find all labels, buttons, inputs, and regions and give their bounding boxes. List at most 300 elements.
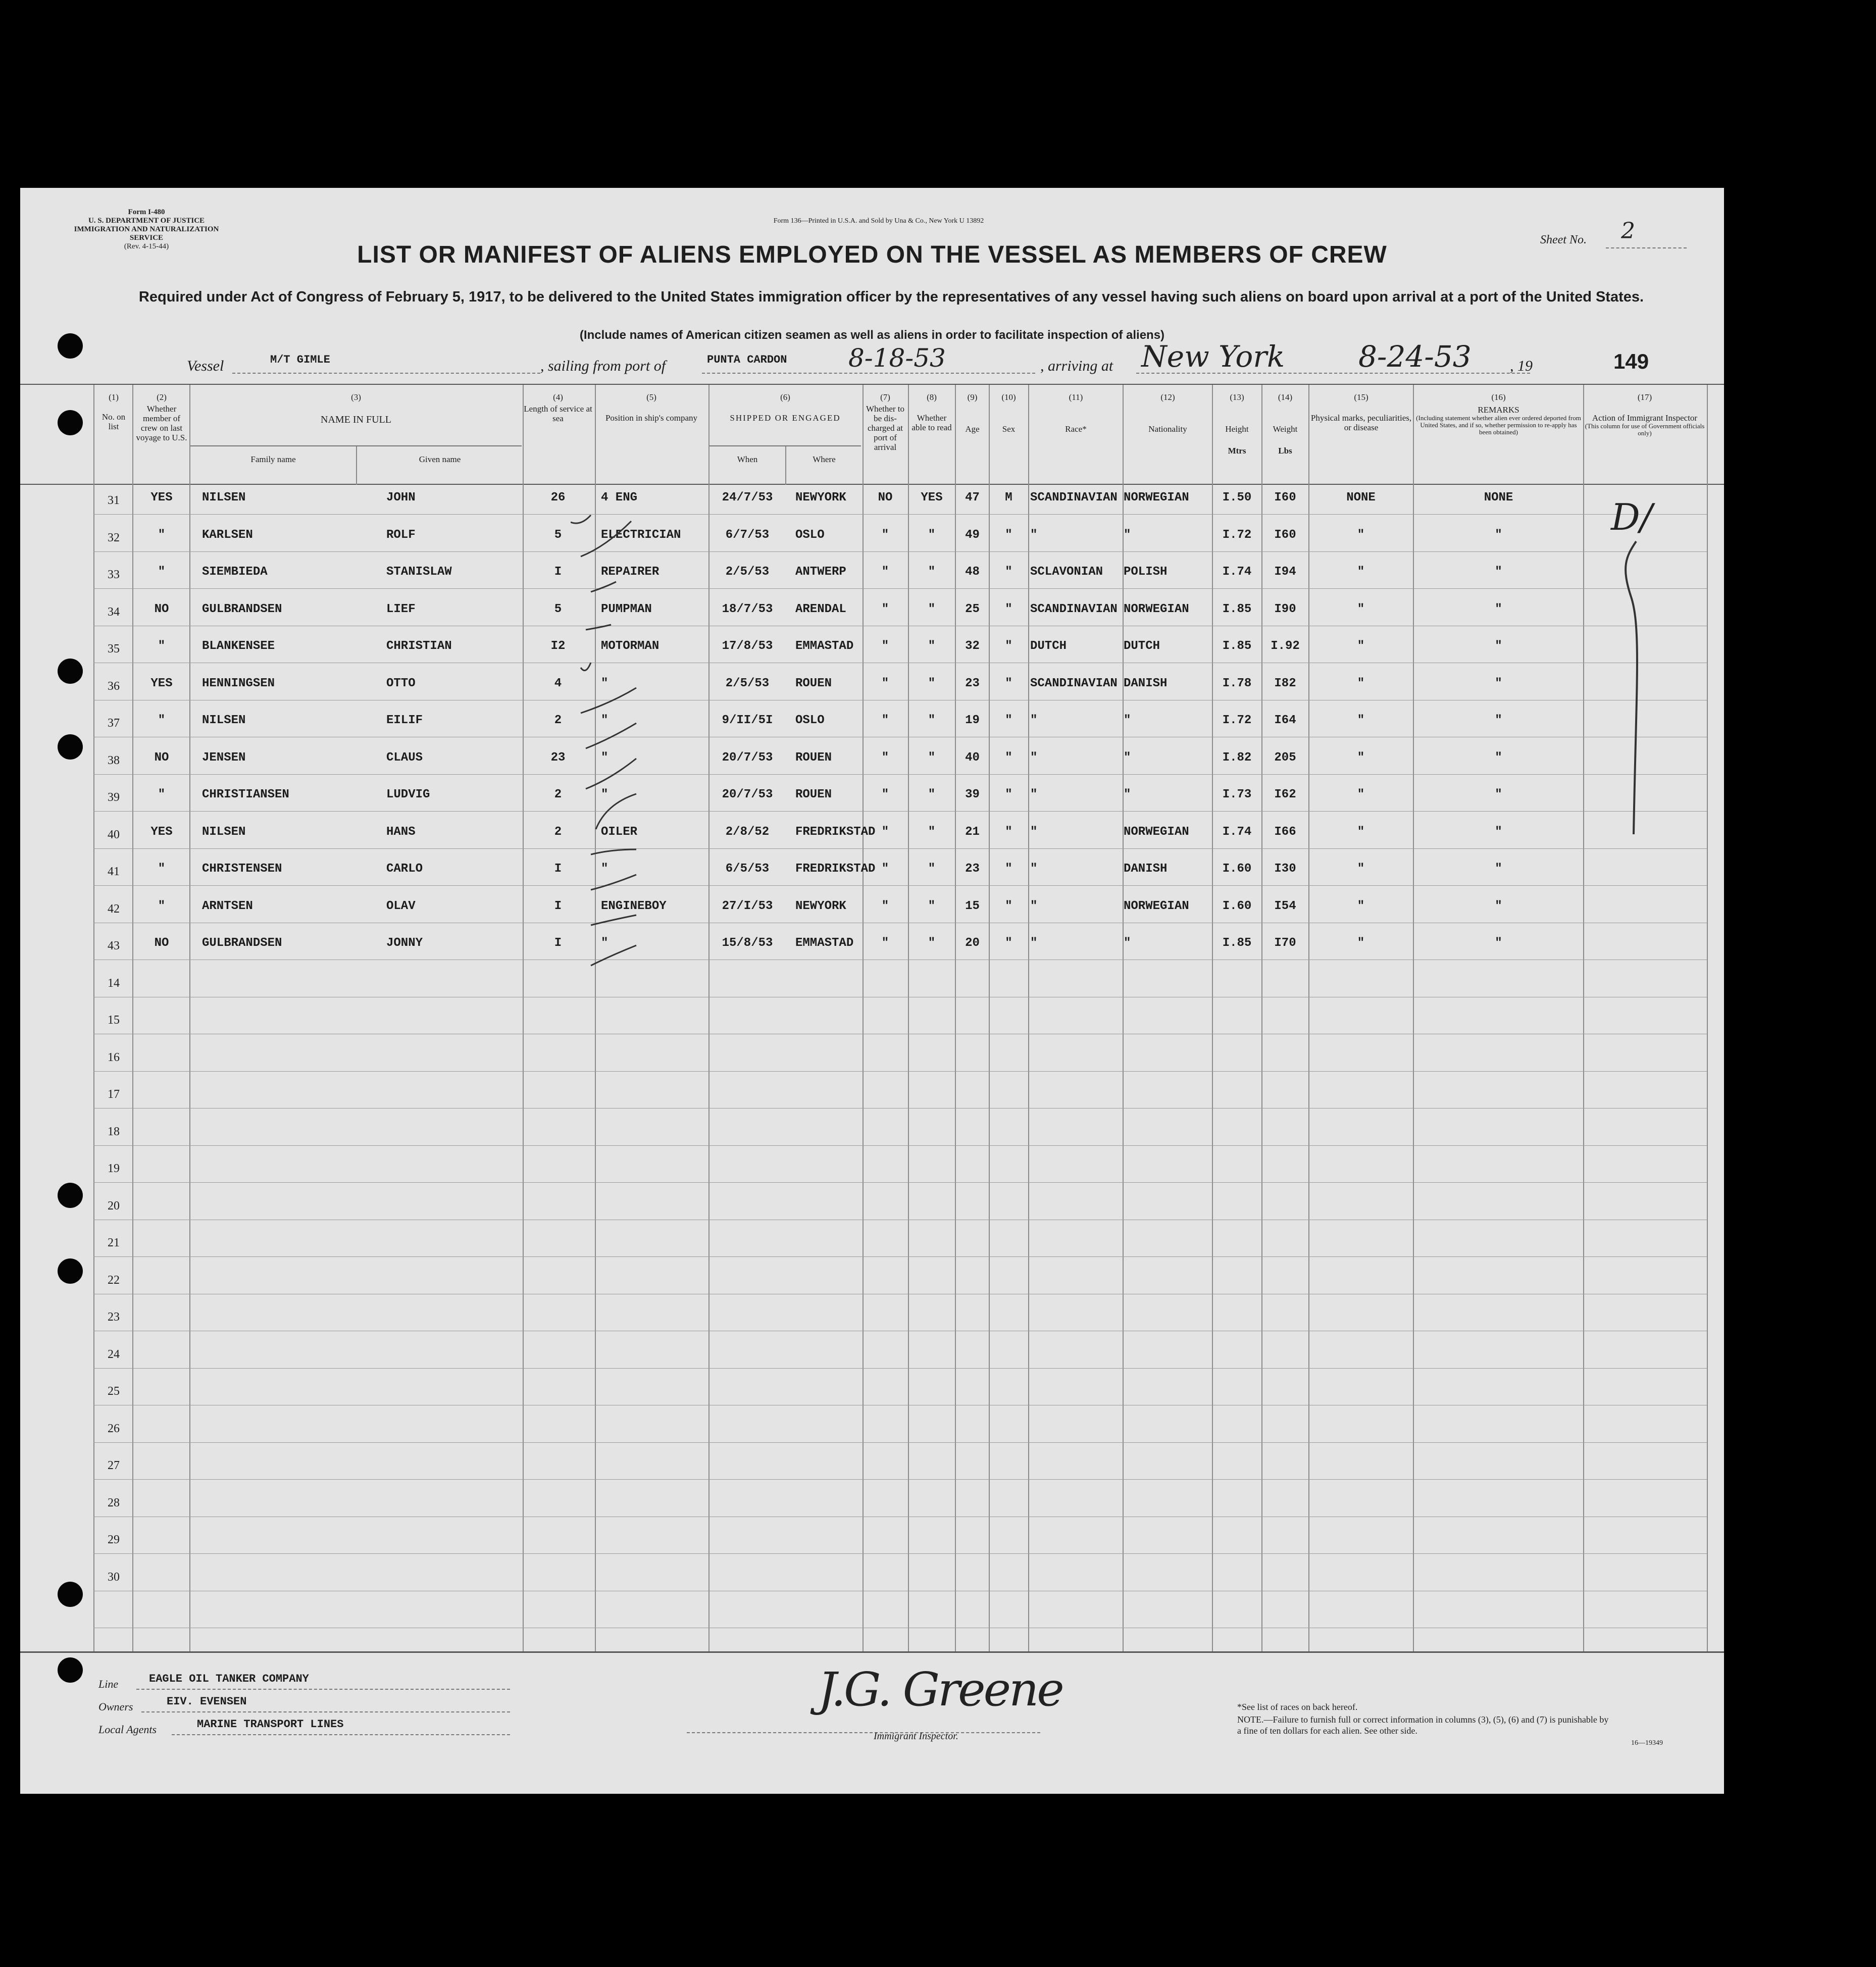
header-bottom-rule — [20, 484, 1724, 485]
row-rule — [93, 1553, 1707, 1554]
row-rule — [93, 885, 1707, 886]
col-3-header — [190, 392, 522, 425]
cell-read: " — [928, 528, 936, 542]
cell-age: 23 — [965, 862, 980, 876]
col-5-header — [596, 392, 707, 423]
column-rule — [93, 385, 94, 1651]
cell-race: " — [1030, 862, 1038, 876]
cell-height: I.72 — [1222, 714, 1252, 727]
cell-disch: " — [881, 899, 889, 913]
cell-read: YES — [921, 491, 943, 505]
empty-row-number: 26 — [108, 1422, 120, 1435]
cell-race: " — [1030, 788, 1038, 801]
cell-age: 19 — [965, 714, 980, 727]
cell-nationality: " — [1124, 936, 1131, 950]
row-rule — [93, 588, 1707, 589]
cell-age: 21 — [965, 825, 980, 839]
punch-hole — [58, 1657, 83, 1683]
cell-family: NILSEN — [202, 825, 246, 839]
cell-weight: I54 — [1274, 899, 1296, 913]
cell-given: JOHN — [386, 491, 416, 505]
cell-given: HANS — [386, 825, 416, 839]
cell-marks: " — [1357, 825, 1365, 839]
cell-prev: " — [158, 788, 166, 801]
cell-sex: " — [1005, 862, 1012, 876]
col-15-num: (15) — [1354, 392, 1368, 402]
col-9-header — [956, 392, 989, 434]
cell-age: 23 — [965, 677, 980, 690]
owners-underline — [141, 1711, 510, 1712]
vessel-name: M/T GIMLE — [270, 354, 330, 366]
col-8-header — [909, 392, 954, 432]
cell-height: I.85 — [1222, 639, 1252, 653]
cell-nationality: DANISH — [1124, 862, 1168, 876]
col-16-header — [1414, 392, 1583, 436]
cell-remarks: " — [1495, 936, 1502, 950]
row-number: 34 — [108, 606, 120, 619]
row-number: 36 — [108, 680, 120, 693]
col-13-num: (13) — [1230, 392, 1244, 402]
cell-when: 6/5/53 — [725, 862, 770, 876]
penalty-note: NOTE.—Failure to furnish full or correct information in columns (3), (5), (6) and (7) is punishable by a fine of ten dollars for each alien. See other side. — [1237, 1714, 1609, 1736]
col-1-header — [96, 392, 131, 431]
cell-remarks: " — [1495, 714, 1502, 727]
shipped-split-rule — [785, 446, 786, 485]
cell-weight: I60 — [1274, 528, 1296, 542]
empty-row-number: 29 — [108, 1533, 120, 1546]
col-7-header — [863, 392, 908, 452]
col-3-num: (3) — [351, 392, 361, 402]
cell-read: " — [928, 565, 936, 579]
row-number: 37 — [108, 717, 120, 730]
revision: (Rev. 4-15-44) — [124, 242, 169, 250]
cell-position: PUMPMAN — [601, 602, 652, 616]
row-rule — [93, 848, 1707, 849]
cell-marks: " — [1357, 899, 1365, 913]
cell-given: CARLO — [386, 862, 423, 876]
family-name-header: Family name — [250, 455, 296, 464]
col-1-num: (1) — [109, 392, 119, 402]
cell-given: STANISLAW — [386, 565, 452, 579]
cell-height: I.85 — [1222, 602, 1252, 616]
cell-nationality: NORWEGIAN — [1124, 602, 1189, 616]
port-underline — [702, 373, 1035, 374]
empty-row-number: 22 — [108, 1274, 120, 1287]
cell-where: ARENDAL — [795, 602, 846, 616]
cell-remarks: " — [1495, 862, 1502, 876]
cell-height: I.74 — [1222, 825, 1252, 839]
col-5-label: Position in ship's company — [605, 413, 698, 423]
col-7-num: (7) — [880, 392, 890, 402]
cell-height: I.85 — [1222, 936, 1252, 950]
cell-family: NILSEN — [202, 491, 246, 505]
form-code: 16—19349 — [1631, 1739, 1663, 1747]
cell-marks: " — [1357, 714, 1365, 727]
col-14-label: Weight — [1273, 424, 1298, 434]
empty-row-number: 21 — [108, 1236, 120, 1249]
cell-given: JONNY — [386, 936, 423, 950]
arrival-date: 8-24-53 — [1358, 339, 1472, 374]
column-rule — [1583, 385, 1584, 1651]
col-1-label: No. on list — [102, 412, 126, 431]
empty-row-number: 15 — [108, 1014, 120, 1027]
col-12-num: (12) — [1160, 392, 1175, 402]
cell-height: I.74 — [1222, 565, 1252, 579]
service-name: IMMIGRATION AND NATURALIZATION SERVICE — [74, 225, 219, 242]
col-5-num: (5) — [646, 392, 656, 402]
cell-weight: I.92 — [1271, 639, 1300, 653]
cell-family: SIEMBIEDA — [202, 565, 268, 579]
cell-when: 2/8/52 — [725, 825, 770, 839]
cell-service: I — [554, 936, 562, 950]
cell-marks: " — [1357, 936, 1365, 950]
col-13-unit: Mtrs — [1228, 446, 1246, 456]
column-rule — [132, 385, 133, 1651]
cell-service: 2 — [554, 788, 562, 801]
inspector-signature: J.G. Greene — [818, 1662, 1062, 1717]
page-note: (Include names of American citizen seamen as well as aliens in order to facilitate inspection of aliens) — [579, 328, 1165, 342]
cell-read: " — [928, 825, 936, 839]
cell-where: EMMASTAD — [795, 936, 854, 950]
cell-disch: NO — [878, 491, 893, 505]
cell-where: FREDRIKSTAD — [795, 862, 876, 876]
col-13-label: Height — [1225, 424, 1249, 434]
cell-where: ROUEN — [795, 788, 832, 801]
cell-position: " — [601, 862, 609, 876]
cell-position: 4 ENG — [601, 491, 638, 505]
cell-service: I — [554, 862, 562, 876]
cell-position: " — [601, 677, 609, 690]
form-number: Form I-480 — [128, 208, 165, 216]
column-rule — [523, 385, 524, 1651]
cell-weight: I66 — [1274, 825, 1296, 839]
inspector-label: Immigrant Inspector. — [874, 1731, 958, 1742]
cell-sex: " — [1005, 639, 1012, 653]
cell-remarks: " — [1495, 639, 1502, 653]
cell-height: I.78 — [1222, 677, 1252, 690]
col-17-sub: (This column for use of Government officials only) — [1585, 422, 1705, 437]
cell-remarks: " — [1495, 825, 1502, 839]
cell-family: GULBRANDSEN — [202, 936, 282, 950]
cell-nationality: " — [1124, 788, 1131, 801]
punch-hole — [58, 1582, 83, 1607]
cell-family: NILSEN — [202, 714, 246, 727]
cell-service: I — [554, 899, 562, 913]
cell-sex: " — [1005, 528, 1012, 542]
cell-nationality: NORWEGIAN — [1124, 491, 1189, 505]
cell-family: CHRISTIANSEN — [202, 788, 289, 801]
cell-sex: " — [1005, 936, 1012, 950]
cell-remarks: " — [1495, 751, 1502, 765]
cell-race: SCLAVONIAN — [1030, 565, 1103, 579]
cell-height: I.50 — [1222, 491, 1252, 505]
cell-where: OSLO — [795, 714, 825, 727]
cell-nationality: " — [1124, 751, 1131, 765]
where-header: Where — [813, 455, 836, 464]
cell-position: MOTORMAN — [601, 639, 660, 653]
cell-position: REPAIRER — [601, 565, 660, 579]
stamp-number: 149 — [1613, 349, 1649, 373]
col-2-num: (2) — [157, 392, 167, 402]
cell-height: I.60 — [1222, 862, 1252, 876]
cell-family: ARNTSEN — [202, 899, 253, 913]
cell-age: 40 — [965, 751, 980, 765]
vessel-underline — [232, 373, 540, 374]
cell-where: ANTWERP — [795, 565, 846, 579]
cell-sex: " — [1005, 565, 1012, 579]
column-rule — [1028, 385, 1029, 1651]
cell-race: " — [1030, 751, 1038, 765]
cell-marks: " — [1357, 528, 1365, 542]
cell-service: 5 — [554, 602, 562, 616]
cell-service: I2 — [550, 639, 566, 653]
cell-sex: " — [1005, 751, 1012, 765]
cell-nationality: NORWEGIAN — [1124, 899, 1189, 913]
cell-service: 2 — [554, 825, 562, 839]
cell-nationality: DANISH — [1124, 677, 1168, 690]
col-10-num: (10) — [1001, 392, 1016, 402]
cell-family: CHRISTENSEN — [202, 862, 282, 876]
empty-row-number: 19 — [108, 1162, 120, 1175]
cell-race: SCANDINAVIAN — [1030, 491, 1118, 505]
cell-marks: " — [1357, 862, 1365, 876]
cell-sex: " — [1005, 677, 1012, 690]
arriving-label: , arriving at — [1040, 358, 1113, 374]
arrival-underline — [1136, 373, 1530, 374]
col-8-num: (8) — [927, 392, 937, 402]
cell-read: " — [928, 602, 936, 616]
cell-weight: I62 — [1274, 788, 1296, 801]
row-number: 38 — [108, 754, 120, 767]
given-name-header: Given name — [419, 455, 461, 464]
cell-family: HENNINGSEN — [202, 677, 275, 690]
cell-marks: NONE — [1346, 491, 1376, 505]
col-2-header — [134, 392, 189, 442]
cell-read: " — [928, 899, 936, 913]
cell-prev: YES — [150, 825, 173, 839]
cell-given: CLAUS — [386, 751, 423, 765]
empty-row-number: 17 — [108, 1088, 120, 1101]
cell-weight: I90 — [1274, 602, 1296, 616]
cell-prev: NO — [154, 602, 169, 616]
cell-sex: " — [1005, 714, 1012, 727]
row-number: 40 — [108, 828, 120, 841]
inspector-bracket — [1616, 536, 1656, 839]
col-9-label: Age — [965, 424, 980, 434]
row-rule — [93, 811, 1707, 812]
col-14-header — [1262, 392, 1308, 456]
cell-when: 9/II/5I — [722, 714, 773, 727]
cell-service: 2 — [554, 714, 562, 727]
col-10-header — [990, 392, 1028, 434]
cell-position: ENGINEBOY — [601, 899, 667, 913]
row-number: 39 — [108, 791, 120, 804]
punch-hole — [58, 1183, 83, 1208]
col-13-header — [1213, 392, 1261, 456]
sailing-port: PUNTA CARDON — [707, 354, 787, 366]
col-16-sub: (Including statement whether alien ever ordered deported from United States, and if so, whether permission to re-apply has been obtained) — [1416, 414, 1581, 436]
year-label: , 19 — [1510, 358, 1533, 374]
cell-marks: " — [1357, 751, 1365, 765]
sheet-number: 2 — [1621, 218, 1635, 244]
cell-read: " — [928, 936, 936, 950]
cell-given: EILIF — [386, 714, 423, 727]
cell-sex: " — [1005, 825, 1012, 839]
cell-when: 18/7/53 — [722, 602, 773, 616]
cell-marks: " — [1357, 677, 1365, 690]
col-17-header — [1584, 392, 1705, 437]
cell-remarks: " — [1495, 528, 1502, 542]
cell-weight: I30 — [1274, 862, 1296, 876]
cell-age: 39 — [965, 788, 980, 801]
empty-row-number: 25 — [108, 1385, 120, 1398]
cell-read: " — [928, 788, 936, 801]
col-16-label: REMARKS — [1478, 405, 1519, 415]
cell-read: " — [928, 714, 936, 727]
cell-family: GULBRANDSEN — [202, 602, 282, 616]
row-rule — [93, 1479, 1707, 1480]
cell-disch: " — [881, 602, 889, 616]
cell-prev: " — [158, 714, 166, 727]
punch-hole — [58, 659, 83, 684]
owners-label: Owners — [98, 1700, 133, 1713]
cell-where: OSLO — [795, 528, 825, 542]
row-number: 42 — [108, 902, 120, 916]
cell-height: I.73 — [1222, 788, 1252, 801]
cell-height: I.82 — [1222, 751, 1252, 765]
row-number: 31 — [108, 494, 120, 507]
cell-when: 2/5/53 — [725, 677, 770, 690]
col-17-label: Action of Immigrant Inspector — [1592, 413, 1698, 423]
cell-given: ROLF — [386, 528, 416, 542]
cell-marks: " — [1357, 639, 1365, 653]
cell-when: 2/5/53 — [725, 565, 770, 579]
cell-given: OLAV — [386, 899, 416, 913]
row-rule — [93, 1182, 1707, 1183]
cell-race: DUTCH — [1030, 639, 1067, 653]
cell-disch: " — [881, 751, 889, 765]
table-bottom-rule — [20, 1651, 1724, 1653]
col-10-label: Sex — [1002, 424, 1016, 434]
cell-marks: " — [1357, 602, 1365, 616]
check-marks — [571, 501, 692, 1173]
empty-row-number: 24 — [108, 1348, 120, 1361]
col-14-unit: Lbs — [1278, 446, 1292, 456]
col-6-label: SHIPPED OR ENGAGED — [730, 413, 841, 423]
table-top-rule — [20, 384, 1724, 385]
cell-family: KARLSEN — [202, 528, 253, 542]
cell-remarks: " — [1495, 677, 1502, 690]
punch-hole — [58, 1258, 83, 1284]
cell-remarks: " — [1495, 788, 1502, 801]
empty-row-number: 27 — [108, 1459, 120, 1472]
col-12-header — [1124, 392, 1212, 434]
cell-disch: " — [881, 565, 889, 579]
row-rule — [93, 774, 1707, 775]
cell-remarks: " — [1495, 565, 1502, 579]
cell-race: " — [1030, 825, 1038, 839]
sailing-label: , sailing from port of — [540, 358, 666, 374]
cell-disch: " — [881, 714, 889, 727]
cell-read: " — [928, 639, 936, 653]
department: U. S. DEPARTMENT OF JUSTICE — [88, 217, 205, 225]
page-subtitle: Required under Act of Congress of February 5, 1917, to be delivered to the United States immigration officer by the representatives of any vessel having such aliens on board upon arrival at a port of the United States. — [138, 289, 1644, 305]
cell-prev: YES — [150, 491, 173, 505]
cell-position: OILER — [601, 825, 638, 839]
cell-where: EMMASTAD — [795, 639, 854, 653]
col-11-header — [1029, 392, 1123, 434]
cell-prev: " — [158, 528, 166, 542]
cell-weight: I70 — [1274, 936, 1296, 950]
line-underline — [136, 1689, 510, 1690]
cell-remarks: " — [1495, 602, 1502, 616]
cell-family: BLANKENSEE — [202, 639, 275, 653]
printer-line: Form 136—Printed in U.S.A. and Sold by Una & Co., New York U 13892 — [773, 217, 984, 225]
sailing-date: 8-18-53 — [848, 343, 946, 373]
punch-hole — [58, 410, 83, 435]
cell-weight: I60 — [1274, 491, 1296, 505]
cell-race: " — [1030, 899, 1038, 913]
row-rule — [93, 1368, 1707, 1369]
line-value: EAGLE OIL TANKER COMPANY — [149, 1673, 309, 1685]
cell-age: 47 — [965, 491, 980, 505]
sheet-label: Sheet No. — [1540, 233, 1587, 246]
name-split-rule — [356, 446, 357, 485]
empty-row-number: 20 — [108, 1199, 120, 1213]
col-3-label: NAME IN FULL — [321, 414, 391, 425]
empty-row-number: 18 — [108, 1125, 120, 1138]
cell-disch: " — [881, 639, 889, 653]
cell-marks: " — [1357, 565, 1365, 579]
cell-height: I.60 — [1222, 899, 1252, 913]
cell-race: SCANDINAVIAN — [1030, 677, 1118, 690]
empty-row-number: 14 — [108, 977, 120, 990]
page-title: LIST OR MANIFEST OF ALIENS EMPLOYED ON THE VESSEL AS MEMBERS OF CREW — [357, 241, 1387, 268]
cell-weight: I82 — [1274, 677, 1296, 690]
cell-age: 25 — [965, 602, 980, 616]
cell-sex: " — [1005, 899, 1012, 913]
row-number: 32 — [108, 531, 120, 544]
manifest-sheet — [20, 188, 1724, 1794]
cell-age: 20 — [965, 936, 980, 950]
cell-given: OTTO — [386, 677, 416, 690]
col-4-header — [523, 392, 593, 423]
cell-disch: " — [881, 677, 889, 690]
agents-label: Local Agents — [98, 1723, 157, 1736]
cell-read: " — [928, 751, 936, 765]
cell-where: ROUEN — [795, 677, 832, 690]
empty-row-number: 23 — [108, 1310, 120, 1324]
empty-row-number: 16 — [108, 1051, 120, 1064]
cell-prev: " — [158, 899, 166, 913]
signature-line — [687, 1732, 1040, 1733]
col-12-label: Nationality — [1148, 424, 1187, 434]
row-rule — [93, 1071, 1707, 1072]
cell-position: " — [601, 936, 609, 950]
cell-nationality: DUTCH — [1124, 639, 1160, 653]
col-6-header — [709, 392, 861, 423]
vessel-label: Vessel — [187, 358, 224, 374]
cell-service: 5 — [554, 528, 562, 542]
owners-value: EIV. EVENSEN — [167, 1695, 247, 1708]
cell-when: 24/7/53 — [722, 491, 773, 505]
empty-row-number: 30 — [108, 1571, 120, 1584]
cell-prev: NO — [154, 751, 169, 765]
cell-disch: " — [881, 825, 889, 839]
cell-race: " — [1030, 936, 1038, 950]
cell-where: NEWYORK — [795, 899, 846, 913]
cell-prev: " — [158, 862, 166, 876]
